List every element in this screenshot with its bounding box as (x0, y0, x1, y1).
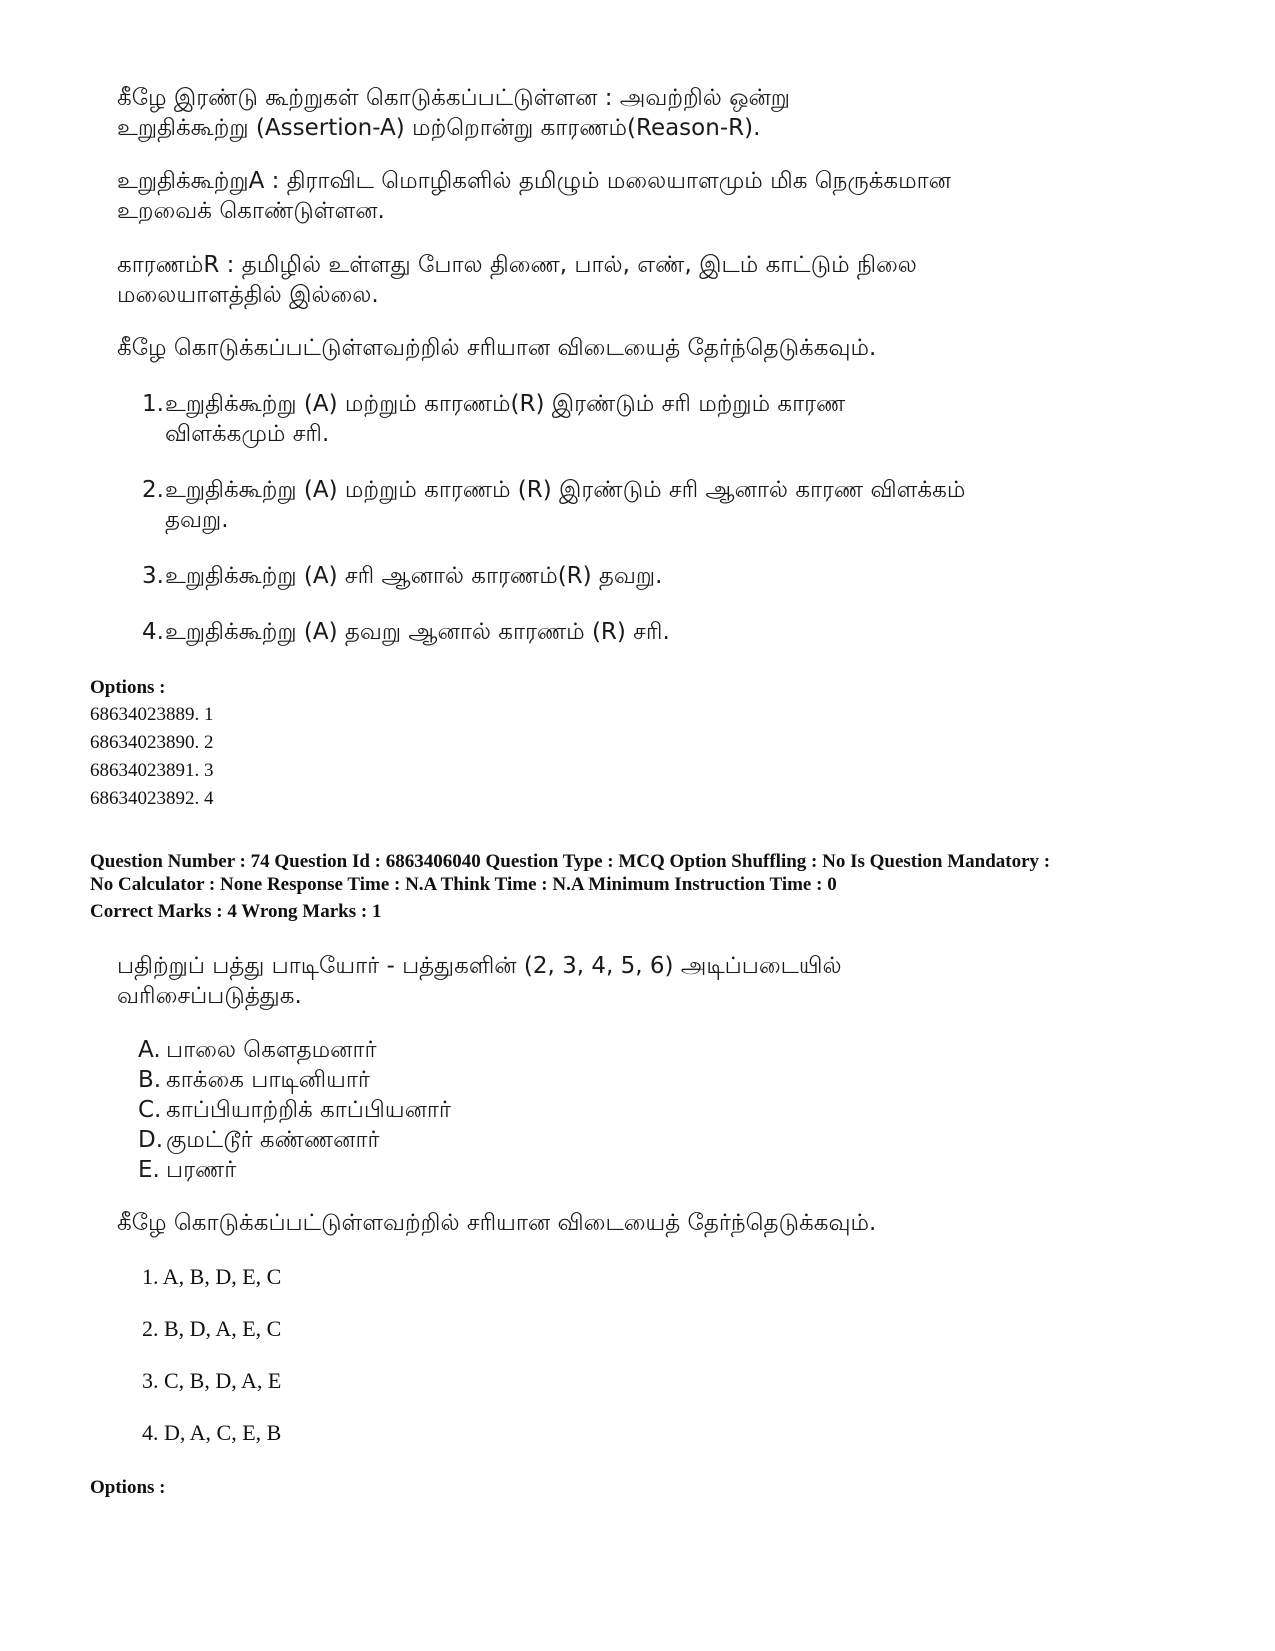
q74-choice-3: 3. C, B, D, A, E (142, 1368, 282, 1393)
q74-meta-line1: Question Number : 74 Question Id : 6863406040 Question Type : MCQ Option Shuffling : No Is Question Mandatory : (90, 851, 1051, 872)
q73-intro-line2: உறுதிக்கூற்று (Assertion-A) மற்றொன்று காரணம்(Reason-R). (117, 115, 761, 141)
q74-item-text: காக்கை பாடினியார் (166, 1067, 370, 1093)
q73-option-3: 68634023891. 3 (90, 760, 214, 781)
q73-option-4: 68634023892. 4 (90, 788, 214, 809)
q74-choice-4: 4. D, A, C, E, B (142, 1420, 282, 1445)
q74-item-text: குமட்டூர் கண்ணனார் (166, 1127, 380, 1153)
q73-choice-2-line2: தவறு. (165, 507, 229, 533)
q73-choice-2-line1: உறுதிக்கூற்று (A) மற்றும் காரணம் (R) இரண்டும் சரி ஆனால் காரண விளக்கம் (165, 477, 966, 503)
q74-item-text: காப்பியாற்றிக் காப்பியனார் (166, 1097, 451, 1123)
q73-choice-4-num: 4. (142, 619, 164, 645)
q73-choice-3-line1: உறுதிக்கூற்று (A) சரி ஆனால் காரணம்(R) தவறு. (165, 563, 663, 589)
q74-item-letter: D. (138, 1127, 164, 1153)
q74-item-letter: B. (138, 1067, 162, 1093)
q73-choice-1-num: 1. (142, 391, 164, 417)
q73-options-label: Options : (90, 677, 166, 698)
q73-intro-line1: கீழே இரண்டு கூற்றுகள் கொடுக்கப்பட்டுள்ளன : அவற்றில் ஒன்று (117, 85, 790, 111)
q74-item-text: பரணர் (166, 1157, 237, 1183)
q73-choice-2-num: 2. (142, 477, 164, 503)
q74-item-letter: A. (138, 1037, 161, 1063)
q74-item-text: பாலை கௌதமனார் (166, 1037, 377, 1063)
q74-item-letter: E. (138, 1157, 160, 1183)
q73-choice-3-num: 3. (142, 563, 164, 589)
q73-assertion-line2: உறவைக் கொண்டுள்ளன. (117, 198, 385, 224)
q73-reason-line2: மலையாளத்தில் இல்லை. (117, 282, 379, 308)
q74-choice-2: 2. B, D, A, E, C (142, 1316, 282, 1341)
q74-options-label: Options : (90, 1477, 166, 1498)
q74-instruction: கீழே கொடுக்கப்பட்டுள்ளவற்றில் சரியான விடையைத் தேர்ந்தெடுக்கவும். (117, 1210, 877, 1236)
q74-choice-1: 1. A, B, D, E, C (142, 1264, 282, 1289)
q73-reason-line1: காரணம்R : தமிழில் உள்ளது போல திணை, பால், எண், இடம் காட்டும் நிலை (117, 252, 917, 278)
q73-option-1: 68634023889. 1 (90, 704, 214, 725)
q73-option-2: 68634023890. 2 (90, 732, 214, 753)
q73-choice-4-line1: உறுதிக்கூற்று (A) தவறு ஆனால் காரணம் (R) சரி. (165, 619, 670, 645)
q73-choice-1-line1: உறுதிக்கூற்று (A) மற்றும் காரணம்(R) இரண்டும் சரி மற்றும் காரண (165, 391, 846, 417)
q74-stem-line2: வரிசைப்படுத்துக. (117, 983, 302, 1009)
q74-item-letter: C. (138, 1097, 162, 1123)
q74-marks: Correct Marks : 4 Wrong Marks : 1 (90, 901, 382, 922)
q73-instruction: கீழே கொடுக்கப்பட்டுள்ளவற்றில் சரியான விடையைத் தேர்ந்தெடுக்கவும். (117, 335, 877, 361)
q73-assertion-line1: உறுதிக்கூற்றுA : திராவிட மொழிகளில் தமிழும் மலையாளமும் மிக நெருக்கமான (117, 168, 951, 194)
q74-stem-line1: பதிற்றுப் பத்து பாடியோர் - பத்துகளின் (2, 3, 4, 5, 6) அடிப்படையில் (117, 953, 842, 979)
q73-choice-1-line2: விளக்கமும் சரி. (165, 421, 330, 447)
q74-meta-line2: No Calculator : None Response Time : N.A Think Time : N.A Minimum Instruction Time : 0 (90, 874, 837, 895)
